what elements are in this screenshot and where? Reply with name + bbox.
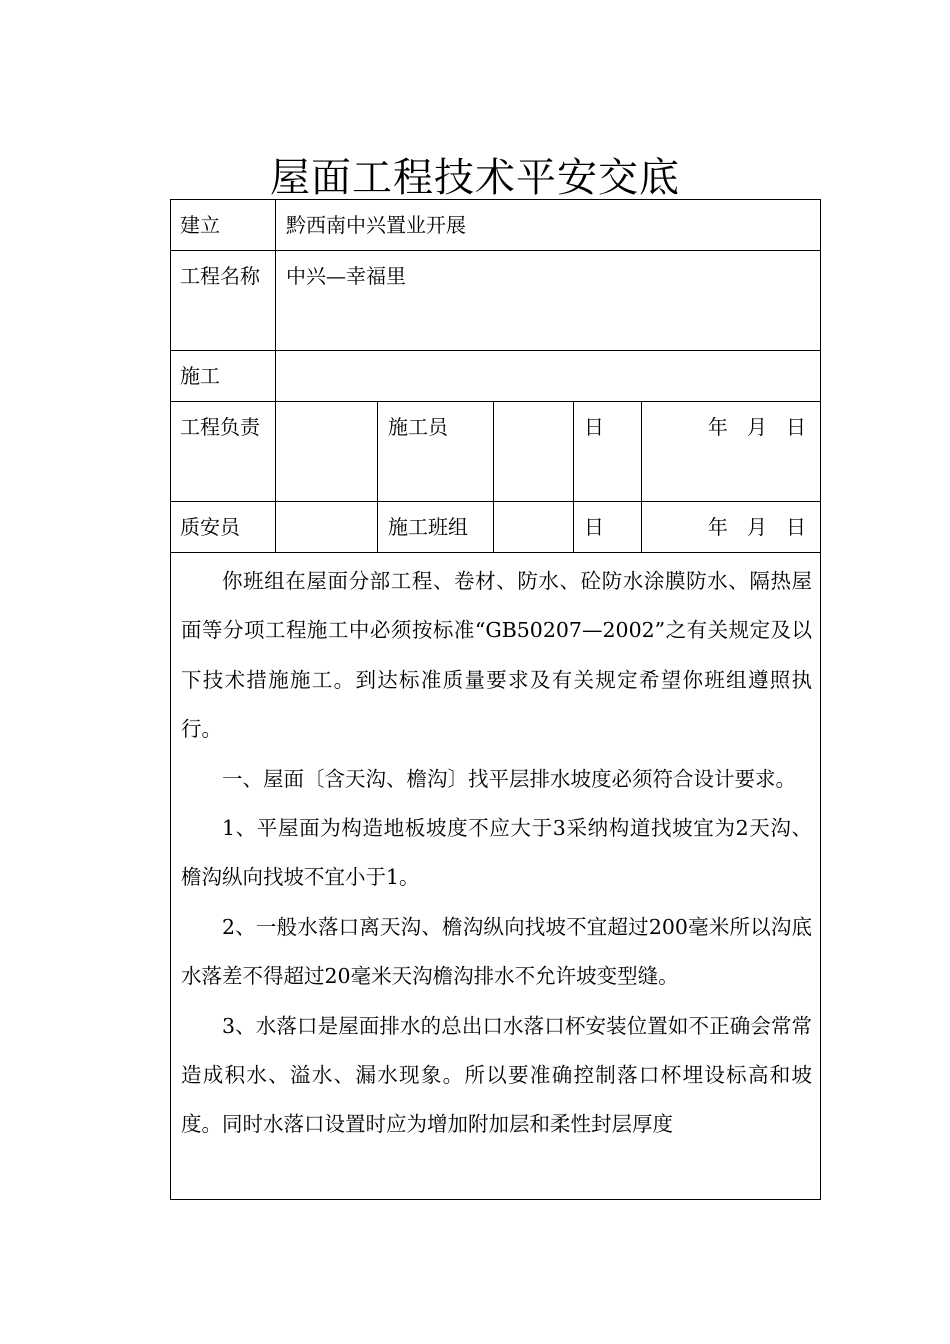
project-name-label: 工程名称 [171,251,276,351]
shigong-label: 施工 [171,351,276,402]
zhianyuan-label: 质安员 [171,502,276,553]
paragraph-section-1: 一、屋面〔含天沟、檐沟〕找平层排水坡度必须符合设计要求。 [222,766,796,791]
fuze-label: 工程负责 [171,402,276,502]
banzu-label: 施工班组 [378,502,494,553]
jianli-label: 建立 [171,200,276,251]
document-title: 屋面工程技术平安交底 [270,155,680,201]
day-label-2: 日 [574,502,642,553]
zhianyuan-value [276,502,378,553]
shigongyuan-label: 施工员 [378,402,494,502]
date-field-2: 年 月 日 [642,502,821,553]
jianli-value: 黔西南中兴置业开展 [276,200,821,251]
paragraph-intro: 你班组在屋面分部工程、卷材、防水、砼防水涂膜防水、隔热屋面等分项工程施工中必须按标准“GB50207—2002”之有关规定及以下技术措施施工。到达标准质量要求及有关规定希望你班组遵照执行。 [181,569,813,742]
project-name-value: 中兴—幸福里 [276,251,821,351]
banzu-value [494,502,574,553]
date-field-1: 年 月 日 [642,402,821,502]
paragraph-item-1: 1、平屋面为构造地板坡度不应大于3采纳构道找坡宜为2天沟、檐沟纵向找坡不宜小于1。 [181,816,813,890]
shigongyuan-value [494,402,574,502]
day-label-1: 日 [574,402,642,502]
fuze-value [276,402,378,502]
handover-table [170,199,821,1200]
instruction-body [171,553,821,1200]
paragraph-item-2: 2、一般水落口离天沟、檐沟纵向找坡不宜超过200毫米所以沟底水落差不得超过20毫米天沟檐沟排水不允许坡变型缝。 [181,914,813,989]
shigong-value [276,351,821,402]
paragraph-item-3: 3、水落口是屋面排水的总出口水落口杯安装位置如不正确会常常造成积水、溢水、漏水现象。所以要准确控制落口杯埋设标高和坡度。同时水落口设置时应为增加附加层和柔性封层厚度 [181,1013,813,1137]
